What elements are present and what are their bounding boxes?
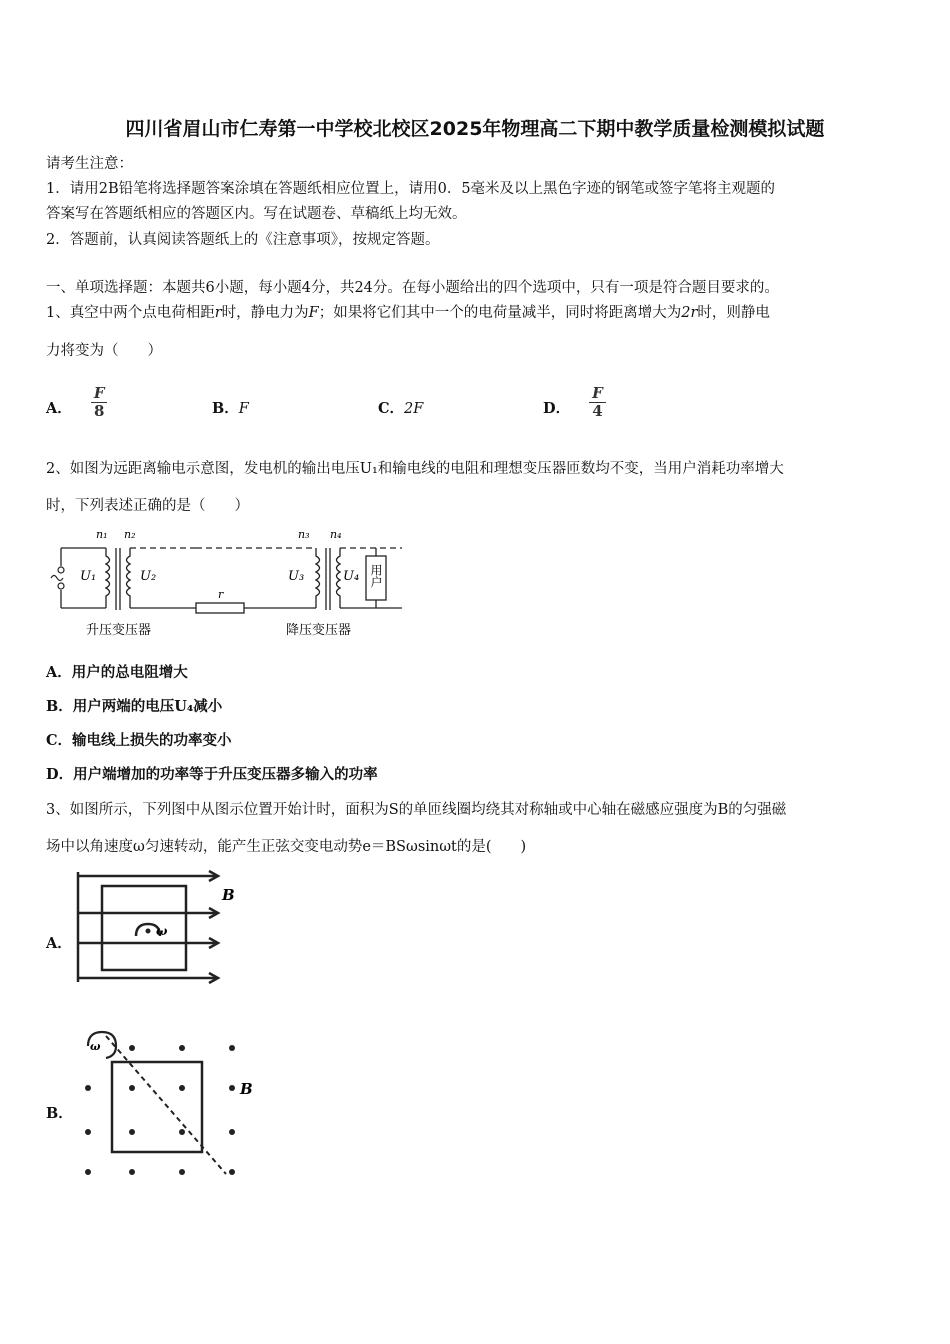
label-u4: U₄ (343, 569, 360, 584)
terminal-bottom (58, 583, 64, 589)
step-down-primary-coil (316, 548, 320, 608)
diagonal-axis (106, 1036, 226, 1174)
q3-stem-line1: 3、如图所示，下列图中从图示位置开始计时，面积为S的单匝线圈均绕其对称轴或中心轴在磁感应强度为B的匀强磁 (46, 802, 787, 818)
label-step-down: 降压变压器 (286, 623, 352, 638)
q1-stem-line1: 1、真空中两个点电荷相距r时，静电力为F；如果将它们其中一个的电荷量减半，同时将距离增大为2r时，则静电 (46, 305, 770, 321)
step-down-secondary-coil (337, 548, 341, 608)
axis-dot (146, 929, 151, 934)
label-omega-a: ω (156, 924, 168, 938)
coil-square-b (112, 1062, 202, 1152)
step-up-primary-coil (106, 548, 110, 608)
q2-stem-line1: 2、如图为远距离输电示意图，发电机的输出电压U₁和输电线的电阻和理想变压器匝数均不变，当用户消耗功率增大 (46, 461, 784, 477)
q2-option-b[interactable]: B．用户两端的电压U₄减小 (46, 698, 223, 715)
q1-stem-line2: 力将变为（ ） (46, 343, 162, 359)
label-b-b: B (240, 1080, 253, 1098)
label-omega-b: ω (90, 1040, 101, 1053)
notice-heading: 请考生注意： (46, 156, 133, 172)
notice-line-1a: 1．请用2B铅笔将选择题答案涂填在答题纸相应位置上，请用0．5毫米及以上黑色字迹的钢笔或签字笔将主观题的 (46, 181, 776, 197)
terminal-top (58, 567, 64, 573)
line-resistor (196, 603, 244, 613)
page-title: 四川省眉山市仁寿第一中学校北校区2025年物理高二下期中教学质量检测模拟试题 (125, 118, 825, 140)
q2-stem-line2: 时，下列表述正确的是（ ） (46, 498, 249, 514)
section-heading: 一、单项选择题：本题共6小题，每小题4分，共24分。在每小题给出的四个选项中，只有一项是符合题目要求的。 (46, 280, 779, 296)
label-r: r (218, 588, 224, 601)
q1-option-b[interactable]: B．F (212, 400, 249, 417)
q1-option-c[interactable]: C．2F (378, 400, 424, 417)
q1-option-d[interactable]: D． $\frac{F}{4}$ (543, 397, 606, 420)
coil-square-a (102, 886, 186, 970)
label-u3: U₃ (288, 569, 305, 584)
q3-figure-b (76, 1024, 256, 1184)
transmission-diagram (46, 522, 402, 642)
q2-option-d[interactable]: D．用户端增加的功率等于升压变压器多输入的功率 (46, 766, 378, 783)
q1-option-a[interactable]: A． $\frac{F}{8}$ (46, 397, 107, 420)
step-up-secondary-coil (127, 548, 131, 608)
label-step-up: 升压变压器 (86, 623, 152, 638)
q3-stem-line2: 场中以角速度ω匀速转动，能产生正弦交变电动势e＝BSωsinωt的是( ) (46, 839, 527, 855)
label-n2: n₂ (124, 528, 136, 541)
q3-option-a[interactable]: A． (46, 935, 72, 952)
q2-option-a[interactable]: A．用户的总电阻增大 (46, 664, 188, 681)
label-n4: n₄ (330, 528, 342, 541)
label-u1: U₁ (80, 569, 97, 584)
label-n1: n₁ (96, 528, 108, 541)
label-b-a: B (222, 886, 235, 904)
label-u2: U₂ (140, 569, 157, 584)
notice-line-1b: 答案写在答题纸相应的答题区内。写在试题卷、草稿纸上均无效。 (46, 206, 467, 222)
label-user: 用户 (369, 564, 383, 588)
ac-source-icon (51, 576, 63, 581)
q2-option-c[interactable]: C．输电线上损失的功率变小 (46, 732, 232, 749)
label-n3: n₃ (298, 528, 310, 541)
notice-line-2: 2．答题前，认真阅读答题纸上的《注意事项》，按规定答题。 (46, 232, 440, 248)
q3-option-b[interactable]: B． (46, 1105, 73, 1122)
q3-figure-a (76, 868, 246, 988)
